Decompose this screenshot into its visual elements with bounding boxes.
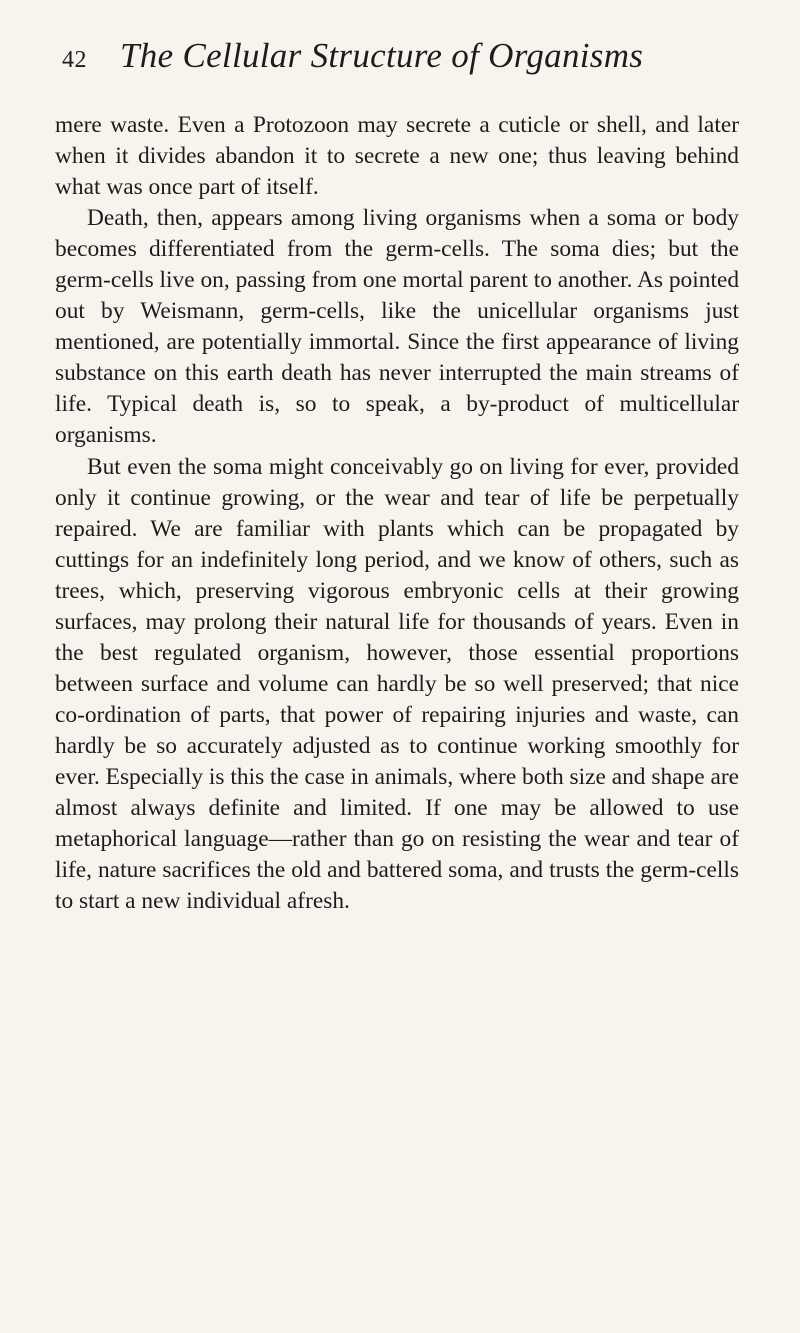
paragraph-death: Death, then, appears among living organisms when a soma or body becomes differentiated from the germ-cells. The soma dies; but the germ-cells live on, passing from one mortal parent to another. As pointed out by Weismann, germ-cells, like the unicellular organisms just mentioned, are potentially immortal. Since the first appearance of living substance on this earth death has never interrupted the main streams of life. Typical death is, so to speak, a by-product of multicellular organisms. [55, 205, 740, 449]
running-head [62, 36, 722, 92]
running-title: The Cellular Structure of Organisms [120, 36, 644, 75]
page-number: 42 [62, 47, 87, 73]
body-text [55, 110, 739, 917]
paragraph-continuation: mere waste. Even a Protozoon may secrete a cuticle or shell, and later when it divides abandon it to secrete a new one; thus leaving behind what was once part of itself. [55, 112, 739, 201]
paragraph-soma: But even the soma might conceivably go on living for ever, provided only it continue growing, or the wear and tear of life be perpetually repaired. We are familiar with plants which can be propagated by cuttings for an indefinitely long period, and we know of others, such as trees, which, preserving vigorous embryonic cells at their growing surfaces, may prolong their natural life for thousands of years. Even in the best regulated organism, however, those essential proportions between surface and volume can hardly be so well preserved; that nice co-ordination of parts, that power of repairing injuries and waste, can hardly be so accurately adjusted as to continue working smoothly for ever. Especially is this the case in animals, where both size and shape are almost always definite and limited. If one may be allowed to use metaphorical language—rather than go on resisting the wear and tear of life, nature sacrifices the old and battered soma, and trusts the germ-cells to start a new individual afresh. [55, 453, 739, 915]
